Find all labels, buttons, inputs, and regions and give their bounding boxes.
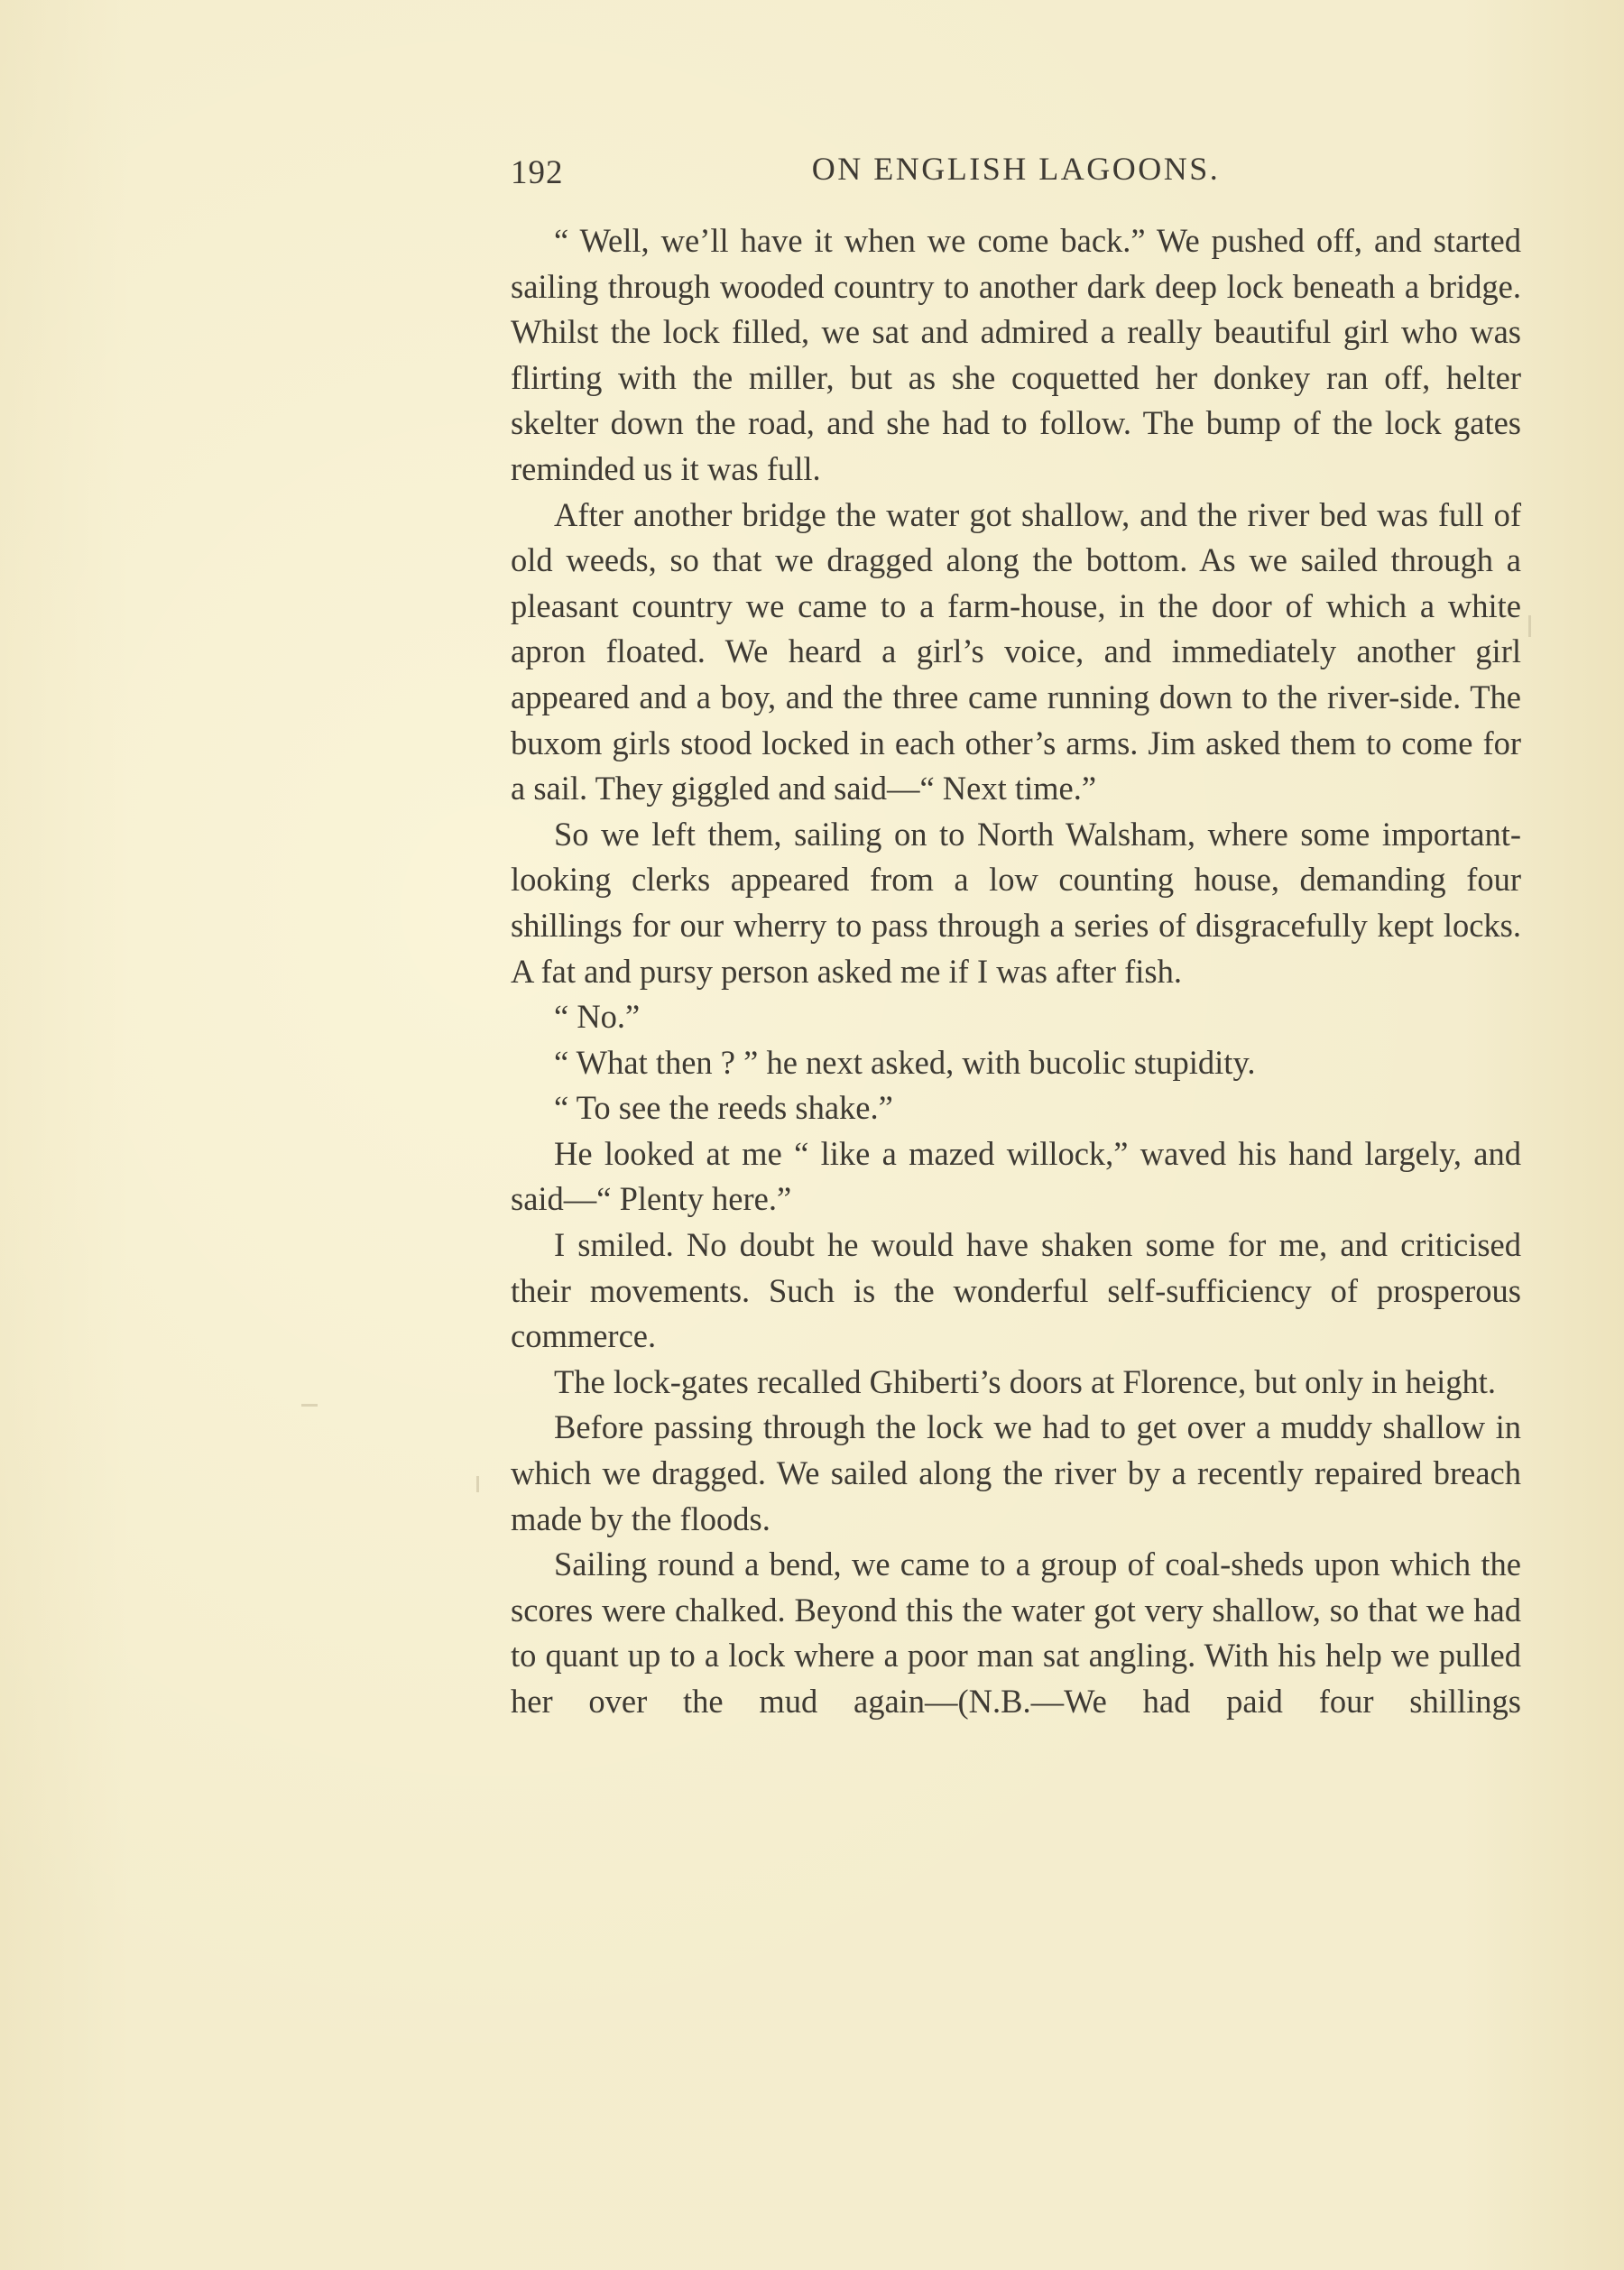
body-text (511, 218, 1521, 1725)
margin-mark (476, 1476, 479, 1492)
paragraph: I smiled. No doubt he would have shaken some for me, and criticised their movements. Such is the wonderful self-sufficiency of prosperous commerce. (511, 1226, 1521, 1355)
margin-mark (301, 1404, 318, 1407)
paragraph: He looked at me “ like a mazed willock,” waved his hand largely, and said—“ Plenty here.” (511, 1134, 1521, 1218)
page-number: 192 (511, 154, 564, 191)
paragraph: After another bridge the water got shallow, and the river bed was full of old weeds, so that we dragged along the bottom. As we sailed through a pleasant country we came to a farm-house, in the door of which a white apron floated. We heard a girl’s voice, and immediately another girl appeared and a boy, and the three came running down to the river-side. The buxom girls stood locked in each other’s arms. Jim asked them to come for a sail. They giggled and said—“ Next time.” (511, 495, 1521, 807)
paragraph: Before passing through the lock we had to get over a muddy shallow in which we dragged. We sailed along the river by a recently repaired breach made by the floods. (511, 1408, 1521, 1537)
paragraph: Sailing round a bend, we came to a group of coal-sheds upon which the scores were chalked. Beyond this the water got very shallow, so that we had to quant up to a lock where a poor man sat angling. With his help we pulled her over the mud again—(N.B.—We had paid four shillings (511, 1546, 1521, 1720)
running-head: ON ENGLISH LAGOONS. (811, 151, 1221, 187)
paragraph: So we left them, sailing on to North Walsham, where some important-looking clerks appeared from a low counting house, demanding four shillings for our wherry to pass through a series of disgracefully kept locks. A fat and pursy person asked me if I was after fish. (511, 815, 1521, 990)
paragraph: “ Well, we’ll have it when we come back.” We pushed off, and started sailing through wooded country to another dark deep lock beneath a bridge. Whilst the lock filled, we sat and admired a really beautiful girl who was flirting with the miller, but as she coquetted her donkey ran off, helter skelter down the road, and she had to follow. The bump of the lock gates reminded us it was full. (511, 222, 1521, 487)
paragraph: “ To see the reeds shake.” (554, 1089, 893, 1127)
paragraph: “ What then ? ” he next asked, with bucolic stupidity. (554, 1043, 1256, 1081)
paragraph: The lock-gates recalled Ghiberti’s doors at Florence, but only in height. (554, 1362, 1497, 1400)
page-header (511, 146, 1521, 200)
paragraph: “ No.” (554, 998, 641, 1036)
margin-mark (1528, 615, 1531, 637)
